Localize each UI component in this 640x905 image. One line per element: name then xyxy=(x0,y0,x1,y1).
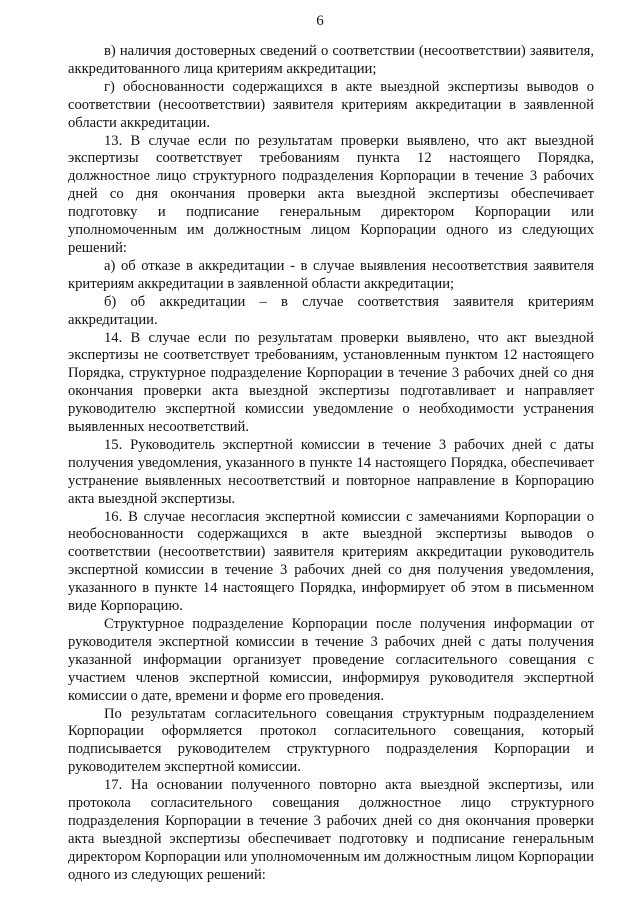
paragraph-item-v: в) наличия достоверных сведений о соответствии (несоответствии) заявителя, аккредитованного лица критериям аккредитации; xyxy=(68,43,594,77)
document-body xyxy=(68,43,594,885)
page-number: 6 xyxy=(316,13,324,29)
paragraph-clause-16: 16. В случае несогласия экспертной комиссии с замечаниями Корпорации о необоснованности содержащихся в акте выездной экспертизы выводов о соответствии (несоответствии) заявителя критериям аккредитации руководитель экспертной комиссии в течение 3 рабочих дней со дня получения уведомления, указанного в пункте 14 настоящего Порядка, информирует об этом в письменном виде Корпорацию. xyxy=(68,508,594,615)
paragraph-decision-b: б) об аккредитации – в случае соответствия заявителя критериям аккредитации. xyxy=(68,293,594,328)
paragraph-clause-15: 15. Руководитель экспертной комиссии в течение 3 рабочих дней с даты получения уведомления, указанного в пункте 14 настоящего Порядка, обеспечивает устранение выявленных несоответствий и повторное направление в Корпорацию акта выездной экспертизы. xyxy=(68,436,594,507)
paragraph-clause-14: 14. В случае если по результатам проверки выявлено, что акт выездной экспертизы не соответствует требованиям, установленным пунктом 12 настоящего Порядка, структурное подразделение Корпорации в течение 3 рабочих дней со дня окончания проверки акта выездной экспертизы подготавливает и направляет руководителю экспертной комиссии уведомление о необходимости устранения выявленных несоответствий. xyxy=(68,329,594,436)
paragraph-conciliation-meeting: Структурное подразделение Корпорации после получения информации от руководителя экспертной комиссии в течение 3 рабочих дней с даты получения указанной информации организует проведение согласительного совещания с участием членов экспертной комиссии, информируя руководителя экспертной комиссии о дате, времени и форме его проведения. xyxy=(68,616,594,704)
paragraph-meeting-protocol: По результатам согласительного совещания структурным подразделением Корпорации оформляется протокол согласительного совещания, который подписывается руководителем структурного подразделения Корпорации и руководителем экспертной комиссии. xyxy=(68,705,594,776)
paragraph-clause-17: 17. На основании полученного повторно акта выездной экспертизы, или протокола согласительного совещания должностное лицо структурного подразделения Корпорации в течение 3 рабочих дней со дня окончания проверки акта выездной экспертизы обеспечивает подготовку и подписание генеральным директором Корпорации или уполномоченным им должностным лицом Корпорации одного из следующих решений: xyxy=(68,777,594,883)
paragraph-decision-a: а) об отказе в аккредитации - в случае выявления несоответствия заявителя критериям аккредитации в заявленной области аккредитации; xyxy=(68,257,594,292)
paragraph-clause-13: 13. В случае если по результатам проверки выявлено, что акт выездной экспертизы соответствует требованиям пункта 12 настоящего Порядка, должностное лицо структурного подразделения Корпорации в течение 3 рабочих дней со дня окончания проверки акта выездной экспертизы обеспечивает подготовку и подписание генеральным директором Корпорации или уполномоченным им должностным лицом Корпорации одного из следующих решений: xyxy=(68,132,594,256)
paragraph-item-g: г) обоснованности содержащихся в акте выездной экспертизы выводов о соответствии (несоответствии) заявителя критериям аккредитации в заявленной области аккредитации. xyxy=(68,78,594,131)
